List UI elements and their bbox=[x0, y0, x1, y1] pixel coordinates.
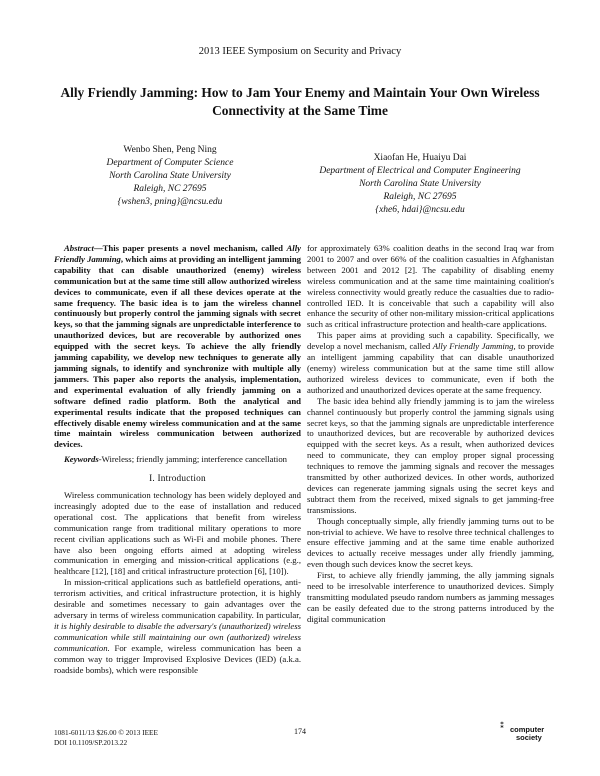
paper-title bbox=[50, 84, 550, 119]
author-department: Department of Electrical and Computer Engineering bbox=[319, 166, 521, 176]
footer-doi: DOI 10.1109/SP.2013.22 bbox=[54, 737, 128, 747]
abstract-label: Abstract bbox=[64, 243, 94, 253]
paragraph-emphasis: it is highly desirable to disable the adversary's (unauthorized) wireless communication while still maintaining our own (authorized) wireless communication. bbox=[54, 620, 301, 653]
logo-mark-icon: ⁑ bbox=[500, 721, 504, 730]
keywords bbox=[54, 454, 301, 465]
author-email: {xhe6, hdai}@ncsu.edu bbox=[375, 205, 465, 215]
footer-issn: 1081-6011/13 $26.00 © 2013 IEEE bbox=[54, 728, 158, 737]
author-email: {wshen3, pning}@ncsu.edu bbox=[117, 197, 223, 207]
author-block-2 bbox=[300, 152, 540, 217]
conference-venue: 2013 IEEE Symposium on Security and Privacy bbox=[198, 46, 402, 57]
author-university: North Carolina State University bbox=[359, 179, 481, 189]
paragraph-emphasis: Ally Friendly Jamming bbox=[432, 341, 514, 352]
paragraph-text: In mission-critical applications such as battlefield operations, anti-terrorism activities, and critical infrastructure protection, it is highly desirable and sometimes necessary to gain advantages over the adversary in terms of wireless communication capability. In particular, bbox=[54, 577, 301, 620]
author-names: Wenbo Shen, Peng Ning bbox=[123, 145, 217, 155]
author-university: North Carolina State University bbox=[109, 171, 231, 181]
logo-word-computer: computer bbox=[510, 725, 545, 734]
paragraph: The basic idea behind ally friendly jamming is to jam the wireless channel continuously but properly control the jamming signals using secret keys, so that the jamming signals are unpredictable interference to unauthorized devices, but are recoverable by authorized devices equipped with the secret keys. As a result, when authorized devices need to communicate, they can employ proper signal processing techniques to remove the jamming signals and recover the messages transmitted by other authorized devices. In other words, authorized devices can regenerate jamming signals using the secret keys and subtract them from the received, mixed signals to get jamming-free transmissions. bbox=[307, 395, 554, 515]
abstract-body: , which aims at providing an intelligent jamming capability that can disable unauthorized (enemy) wireless communication but at the same time still allow authorized wireless devices to communicate, even if all these devices operate at the same frequency. The basic idea is to jam the wireless channel continuously but properly control the jamming signals with secret keys, so that the jamming signals are unpredictable interference to unauthorized devices, but are recoverable by authorized ones equipped with the secret keys. To achieve the ally friendly jamming capability, we develop new techniques to generate ally jamming signals, to identify and synchronize with multiple ally jammers. This paper also reports the analysis, implementation, and experimental evaluation of ally friendly jamming on a software defined radio platform. Both the analytical and experimental results indicate that the proposed techniques can effectively disable enemy wireless communication and at the same time maintain wireless communication between authorized devices. bbox=[54, 253, 301, 450]
paragraph: for approximately 63% coalition deaths in the second Iraq war from 2001 to 2007 and over 66% of the coalition casualties in Afghanistan between 2001 and 2012 [2]. The capability of disabling enemy wireless communication and at the same time maintaining coalition's wireless connectivity would greatly reduce the casualties due to radio-controlled IED. It is conceivable that such a capability will also enhance the security of other non-military mission-critical applications such as critical infrastructure protection and health-care applications. bbox=[307, 243, 554, 330]
section-heading: I. Introduction bbox=[149, 474, 206, 485]
paragraph-text: , to provide an intelligent jamming capability that can disable unauthorized (enemy) wireless communication but at the same time still allow authorized wireless devices to communicate, even if both the authorized and unauthorized devices operate at the same frequency. bbox=[307, 341, 554, 395]
left-column bbox=[54, 243, 301, 675]
paragraph bbox=[54, 577, 301, 675]
paragraph: First, to achieve ally friendly jamming, the ally jamming signals need to be irresolvable interference to unauthorized devices. Simply transmitting modulated pseudo random numbers as jamming messages can be easily defeated due to the strong patterns introduced by the digital communication bbox=[307, 570, 554, 624]
keywords-body: -Wireless; friendly jamming; interference cancellation bbox=[98, 454, 288, 465]
paragraph: Wireless communication technology has been widely deployed and increasingly adopted due to the ease of installation and reduced operational cost. The applications that benefit from wireless communication range from traditional military operations to more recent civilian applications such as Wi-Fi and mobile phones. There have also been ongoing efforts aimed at adopting wireless communication in emerging and mission-critical applications (e.g., healthcare [12], [18] and critical infrastructure protection [6], [10]). bbox=[54, 490, 301, 577]
author-department: Department of Computer Science bbox=[106, 158, 234, 168]
abstract-emphasis: Ally Friendly Jamming bbox=[54, 243, 301, 264]
author-block-1 bbox=[60, 144, 280, 209]
author-location: Raleigh, NC 27695 bbox=[133, 184, 207, 194]
author-location: Raleigh, NC 27695 bbox=[383, 192, 457, 202]
paragraph: Though conceptually simple, ally friendly jamming turns out to be non-trivial to achieve. We have to resolve three technical challenges to ensure effective jamming and at the same time enable authorized devices to actually receive messages under ally friendly jamming, even though such devices know the secret keys. bbox=[307, 515, 554, 570]
author-names: Xiaofan He, Huaiyu Dai bbox=[373, 153, 467, 163]
right-column bbox=[307, 243, 554, 625]
paragraph bbox=[307, 330, 554, 395]
paragraph-text: For example, wireless communication has been a common way to trigger Improvised Explosive Devices (IED) (a.k.a. roadside bombs), which were responsible bbox=[54, 642, 301, 675]
logo-word-society: society bbox=[516, 733, 542, 742]
keywords-label: Keywords bbox=[64, 454, 99, 465]
paragraph-text: This paper aims at providing such a capability. Specifically, we develop a novel mechanism, called bbox=[307, 330, 554, 352]
abstract-dash: —This paper presents a novel mechanism, called bbox=[93, 243, 287, 253]
page-number: 174 bbox=[294, 727, 306, 736]
title-line-1: Ally Friendly Jamming: How to Jam Your Enemy and Maintain Your Own Wireless bbox=[60, 85, 540, 100]
abstract bbox=[54, 243, 301, 450]
computer-society-logo bbox=[500, 719, 560, 751]
title-line-2: Connectivity at the Same Time bbox=[212, 102, 388, 118]
